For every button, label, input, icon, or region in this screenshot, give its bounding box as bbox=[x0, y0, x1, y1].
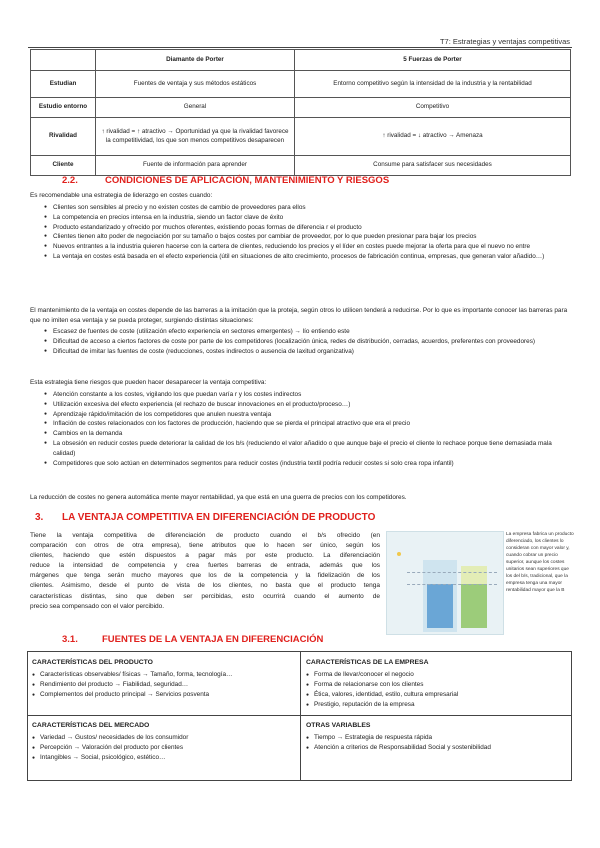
list-item: ● Rendimiento del producto → Fiabilidad, seguridad… bbox=[32, 680, 294, 690]
text-line: reduce la intensidad de competencia y crea fuertes barreras de entrada, además que los bbox=[30, 562, 380, 570]
list-item: ● Intangibles → Social, psicológico, estético… bbox=[32, 753, 294, 763]
table-cell: Fuente de información para aprender bbox=[96, 156, 295, 176]
row-label: Rivalidad bbox=[31, 118, 96, 156]
cell-title: CARACTERÍSTICAS DEL PRODUCTO bbox=[32, 659, 153, 666]
section-title: CONDICIONES DE APLICACIÓN, MANTENIMIENTO Y RIESGOS bbox=[105, 175, 390, 186]
list-item: ● Clientes tienen alto poder de negociación por su tamaño o bajos costes por cambiar de proveedor, por lo que pueden presionar para bajar los precios bbox=[44, 232, 572, 242]
figure-caption: La empresa fabrica un producto diferenciado, los clientes lo consideran con mayor valor y, cuando cobrar un precio superior, aunque los costes unitarios sean superiores que los del b/s, tradicional, que la empresa tenga una mayor rentabilidad mayor que la B bbox=[506, 532, 574, 593]
list-item: ● Complementos del producto principal → Servicios posventa bbox=[32, 690, 294, 700]
list-item: ● Escasez de fuentes de coste (utilización efecto experiencia en sectores emergentes) → lío entiendo este bbox=[44, 327, 572, 337]
list-item: ● Competidores que solo actúan en determinados segmentos para reducir costes (industria textil podría reducir costes si solo crea ropa infantil) bbox=[44, 459, 572, 469]
section-title: FUENTES DE LA VENTAJA EN DIFERENCIACIÓN bbox=[102, 634, 324, 645]
paragraph-risks: Esta estrategia tiene riesgos que pueden hacer desaparecer la ventaja competitiva: bbox=[30, 379, 267, 386]
table-cell: Consume para satisfacer sus necesidades bbox=[295, 156, 571, 176]
list-item: ● Ética, valores, identidad, estilo, cultura empresarial bbox=[306, 690, 568, 700]
list-item: ● Forma de llevar/conocer el negocio bbox=[306, 670, 568, 680]
paragraph-maintenance: El mantenimiento de la ventaja en costes depende de las barreras a la imitación que la proteja, según otros lo utilicen tenderá a reducirse. Por lo que es importante conocer las barreras para que no imiten esa ventaja y se pueda proteger, surgiendo distintas situaciones: bbox=[30, 307, 568, 324]
section-heading bbox=[62, 175, 389, 186]
list-item: ● Dificultad de imitar las fuentes de coste (reducciones, costes indirectos o ausencia de laxitud organizativa) bbox=[44, 347, 572, 357]
bullet-list-risks bbox=[44, 390, 572, 468]
guide-line bbox=[407, 584, 497, 585]
list-item: ● Atención constante a los costes, vigilando los que puedan varía r y los costes indirectos bbox=[44, 390, 572, 400]
table-cell: ↑ rivalidad = ↑ atractivo → Oportunidad ya que la rivalidad favorece la competitividad, los que son menos competitivos desaparecen bbox=[96, 118, 295, 156]
sun-icon bbox=[397, 552, 401, 556]
list-item: ● Cambios en la demanda bbox=[44, 429, 572, 439]
comparison-table bbox=[30, 49, 571, 176]
list-item: ● Dificultad de acceso a ciertos factores de coste por parte de los competidores (localización única, redes de distribución, cerradas, acuerdos, preferentes con proveedores) bbox=[44, 337, 572, 347]
text-line: márgenes que tenga serán mucho mayores que los de la competencia y la fidelización de los bbox=[30, 572, 380, 580]
sources-grid bbox=[27, 651, 572, 781]
list-item: ● Forma de relacionarse con los clientes bbox=[306, 680, 568, 690]
bar-price bbox=[461, 584, 487, 628]
list-item: ● Aprendizaje rápido/imitación de los competidores que anulen nuestra ventaja bbox=[44, 410, 572, 420]
text-line: Tiene la ventaja competitiva de diferenciación de producto cuando el b/s ofrecido (en bbox=[30, 532, 380, 539]
section-number: 3. bbox=[35, 512, 44, 523]
section-number: 2.2. bbox=[62, 175, 78, 186]
bullet-list-barriers bbox=[44, 327, 572, 356]
text-line: precio sea compensado con el valor percibido. bbox=[30, 602, 165, 610]
text-line: características distintas, sino que deben ser percibidas, esto ocurrirá cuando el aumento de bbox=[30, 592, 380, 600]
text-line: clientes. Asimismo, desde el punto de vista de los clientes, no basta que el producto tenga bbox=[30, 582, 380, 590]
grid-divider bbox=[28, 715, 571, 716]
row-label: Estudian bbox=[31, 71, 96, 98]
cell-product bbox=[32, 658, 294, 700]
list-item: ● Clientes son sensibles al precio y no existen costes de cambio de proveedores para ellos bbox=[44, 203, 572, 213]
cell-company bbox=[306, 658, 568, 710]
list-item: ● La competencia en precios intensa en la industria, siendo un factor clave de éxito bbox=[44, 213, 572, 223]
table-corner bbox=[31, 50, 96, 71]
cell-other bbox=[306, 721, 568, 753]
list-item: ● Inflación de costes relacionados con los factores de producción, haciendo que se pierda el principal atractivo que era el precio bbox=[44, 419, 572, 429]
cell-title: OTRAS VARIABLES bbox=[306, 722, 371, 729]
list-item: ● Utilización excesiva del efecto experiencia (el rechazo de buscar innovaciones en el producto/proceso…) bbox=[44, 400, 572, 410]
intro-text: Es recomendable una estrategia de liderazgo en costes cuando: bbox=[30, 192, 213, 199]
list-item: ● La obsesión en reducir costes puede deteriorar la calidad de los b/s (reduciendo el valor añadido o que aunque baje el precio el cliente lo rechace porque tiene demasiada mala calidad) bbox=[44, 439, 572, 459]
list-item: ● La ventaja en costes está basada en el efecto experiencia (útil en situaciones de alto crecimiento, procesos de fabricación continua, empresas, que generan valor añadido…) bbox=[44, 252, 572, 262]
page-header: T7: Estrategias y ventajas competitivas bbox=[439, 37, 570, 46]
paragraph-note: La reducción de costes no genera automática mente mayor rentabilidad, ya que está en una guerra de precios con los competidores. bbox=[30, 494, 407, 501]
bullet-list-conditions bbox=[44, 203, 572, 262]
table-cell: Entorno competitivo según la intensidad de la industria y la rentabilidad bbox=[295, 71, 571, 98]
differentiation-figure bbox=[386, 531, 504, 635]
list-item: ● Características observables/ físicas → Tamaño, forma, tecnología… bbox=[32, 670, 294, 680]
list-item: ● Tiempo → Estrategia de respuesta rápida bbox=[306, 733, 568, 743]
header-divider bbox=[28, 47, 572, 48]
cell-title: CARACTERÍSTICAS DE LA EMPRESA bbox=[306, 659, 429, 666]
table-header: Diamante de Porter bbox=[96, 50, 295, 71]
cell-market bbox=[32, 721, 294, 763]
text-line: clientes, haciendo que estén dispuestos a pagar más por este producto. La diferenciación bbox=[30, 552, 380, 560]
table-cell: Fuentes de ventaja y sus métodos estáticos bbox=[96, 71, 295, 98]
text-line: comparación con otros de otra empresa), tiene atributos que lo hacen ser único, según los bbox=[30, 542, 380, 550]
table-cell: General bbox=[96, 98, 295, 118]
table-header: 5 Fuerzas de Porter bbox=[295, 50, 571, 71]
list-item: ● Prestigio, reputación de la empresa bbox=[306, 700, 568, 710]
list-item: ● Percepción → Valoración del producto por clientes bbox=[32, 743, 294, 753]
row-label: Estudio entorno bbox=[31, 98, 96, 118]
table-cell: Competitivo bbox=[295, 98, 571, 118]
section-heading bbox=[35, 512, 375, 523]
list-item: ● Nuevos entrantes a la industria quieren hacerse con la cartera de clientes, reduciendo los precios y el líder en costes puede mejorar la oferta para que el nuevo no entre bbox=[44, 242, 572, 252]
list-item: ● Variedad → Gustos/ necesidades de los consumidor bbox=[32, 733, 294, 743]
section-heading bbox=[62, 634, 323, 645]
bar-cost bbox=[427, 584, 453, 628]
row-label: Cliente bbox=[31, 156, 96, 176]
section-title: LA VENTAJA COMPETITIVA EN DIFERENCIACIÓN DE PRODUCTO bbox=[62, 512, 376, 523]
list-item: ● Producto estandarizado y ofrecido por muchos oferentes, existiendo pocas formas de diferencia r el producto bbox=[44, 223, 572, 233]
list-item: ● Atención a criterios de Responsabilidad Social y sostenibilidad bbox=[306, 743, 568, 753]
section-number: 3.1. bbox=[62, 634, 78, 645]
grid-divider bbox=[300, 652, 301, 780]
cell-title: CARACTERÍSTICAS DEL MERCADO bbox=[32, 722, 150, 729]
paragraph-differentiation bbox=[30, 531, 380, 612]
guide-line bbox=[407, 572, 497, 573]
table-cell: ↑ rivalidad = ↓ atractivo → Amenaza bbox=[295, 118, 571, 156]
